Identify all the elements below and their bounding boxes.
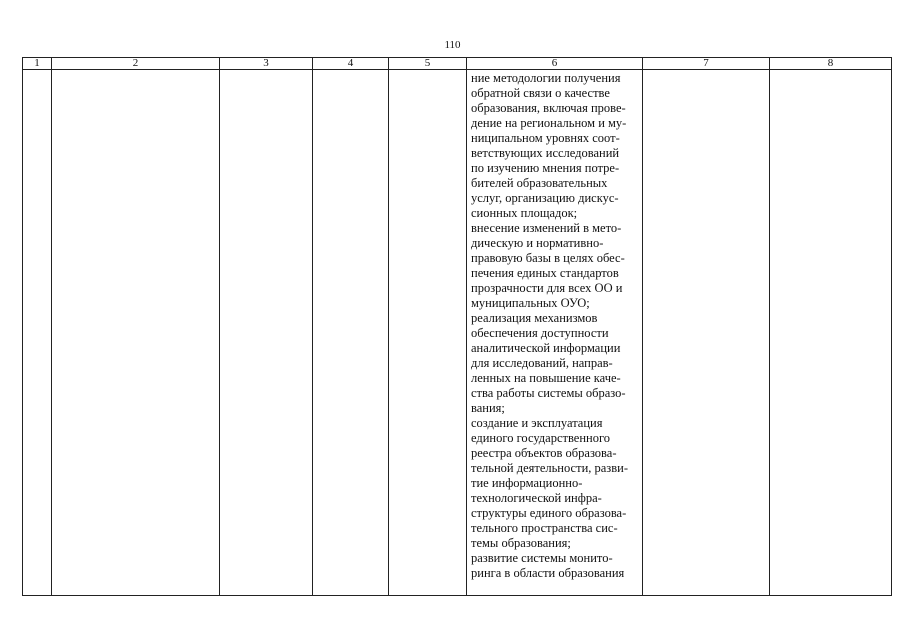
text-line: для исследований, направ-: [471, 356, 613, 370]
text-line: ние методологии получения: [471, 71, 621, 85]
text-line: печения единых стандартов: [471, 266, 619, 280]
text-line: создание и эксплуатация: [471, 416, 603, 430]
text-line: бителей образовательных: [471, 176, 608, 190]
text-line: единого государственного: [471, 431, 611, 445]
table-row: [23, 70, 892, 596]
column-header-8: 8: [770, 58, 892, 70]
column-header-2: 2: [52, 58, 220, 70]
measures-text: [467, 70, 642, 581]
cell-col-7: [643, 70, 770, 596]
text-line: тельной деятельности, разви-: [471, 461, 629, 475]
text-line: аналитической информации: [471, 341, 621, 355]
column-header-7: 7: [643, 58, 770, 70]
text-line: реестра объектов образова-: [471, 446, 617, 460]
text-line: тие информационно-: [471, 476, 583, 490]
text-line: дение на региональном и му-: [471, 116, 627, 130]
text-line: образования, включая прове-: [471, 101, 626, 115]
cell-col-1: [23, 70, 52, 596]
text-line: темы образования;: [471, 536, 571, 550]
text-line: прозрачности для всех ОО и: [471, 281, 623, 295]
column-header-1: 1: [23, 58, 52, 70]
text-line: ветствующих исследований: [471, 146, 620, 160]
text-line: тельного пространства сис-: [471, 521, 618, 535]
page-number: 110: [444, 39, 461, 51]
cell-col-3: [220, 70, 313, 596]
text-line: структуры единого образова-: [471, 506, 627, 520]
text-line: ниципальном уровнях соот-: [471, 131, 620, 145]
column-header-4: 4: [313, 58, 389, 70]
text-line: ства работы системы образо-: [471, 386, 626, 400]
text-line: по изучению мнения потре-: [471, 161, 620, 175]
cell-col-2: [52, 70, 220, 596]
cell-col-6: [467, 70, 643, 596]
column-header-3: 3: [220, 58, 313, 70]
text-line: обеспечения доступности: [471, 326, 609, 340]
text-line: услуг, организацию дискус-: [471, 191, 619, 205]
cell-col-5: [389, 70, 467, 596]
text-line: технологической инфра-: [471, 491, 602, 505]
column-header-6: 6: [467, 58, 643, 70]
text-line: сионных площадок;: [471, 206, 578, 220]
text-line: вания;: [471, 401, 505, 415]
cell-col-8: [770, 70, 892, 596]
text-line: дическую и нормативно-: [471, 236, 604, 250]
table-header-row: [23, 58, 892, 70]
column-header-5: 5: [389, 58, 467, 70]
text-line: правовую базы в целях обес-: [471, 251, 625, 265]
text-line: обратной связи о качестве: [471, 86, 610, 100]
text-line: ленных на повышение каче-: [471, 371, 621, 385]
text-line: развитие системы монито-: [471, 551, 613, 565]
cell-col-4: [313, 70, 389, 596]
text-line: ринга в области образования: [471, 566, 625, 580]
document-table: [22, 57, 892, 596]
text-line: внесение изменений в мето-: [471, 221, 622, 235]
text-line: муниципальных ОУО;: [471, 296, 590, 310]
text-line: реализация механизмов: [471, 311, 598, 325]
